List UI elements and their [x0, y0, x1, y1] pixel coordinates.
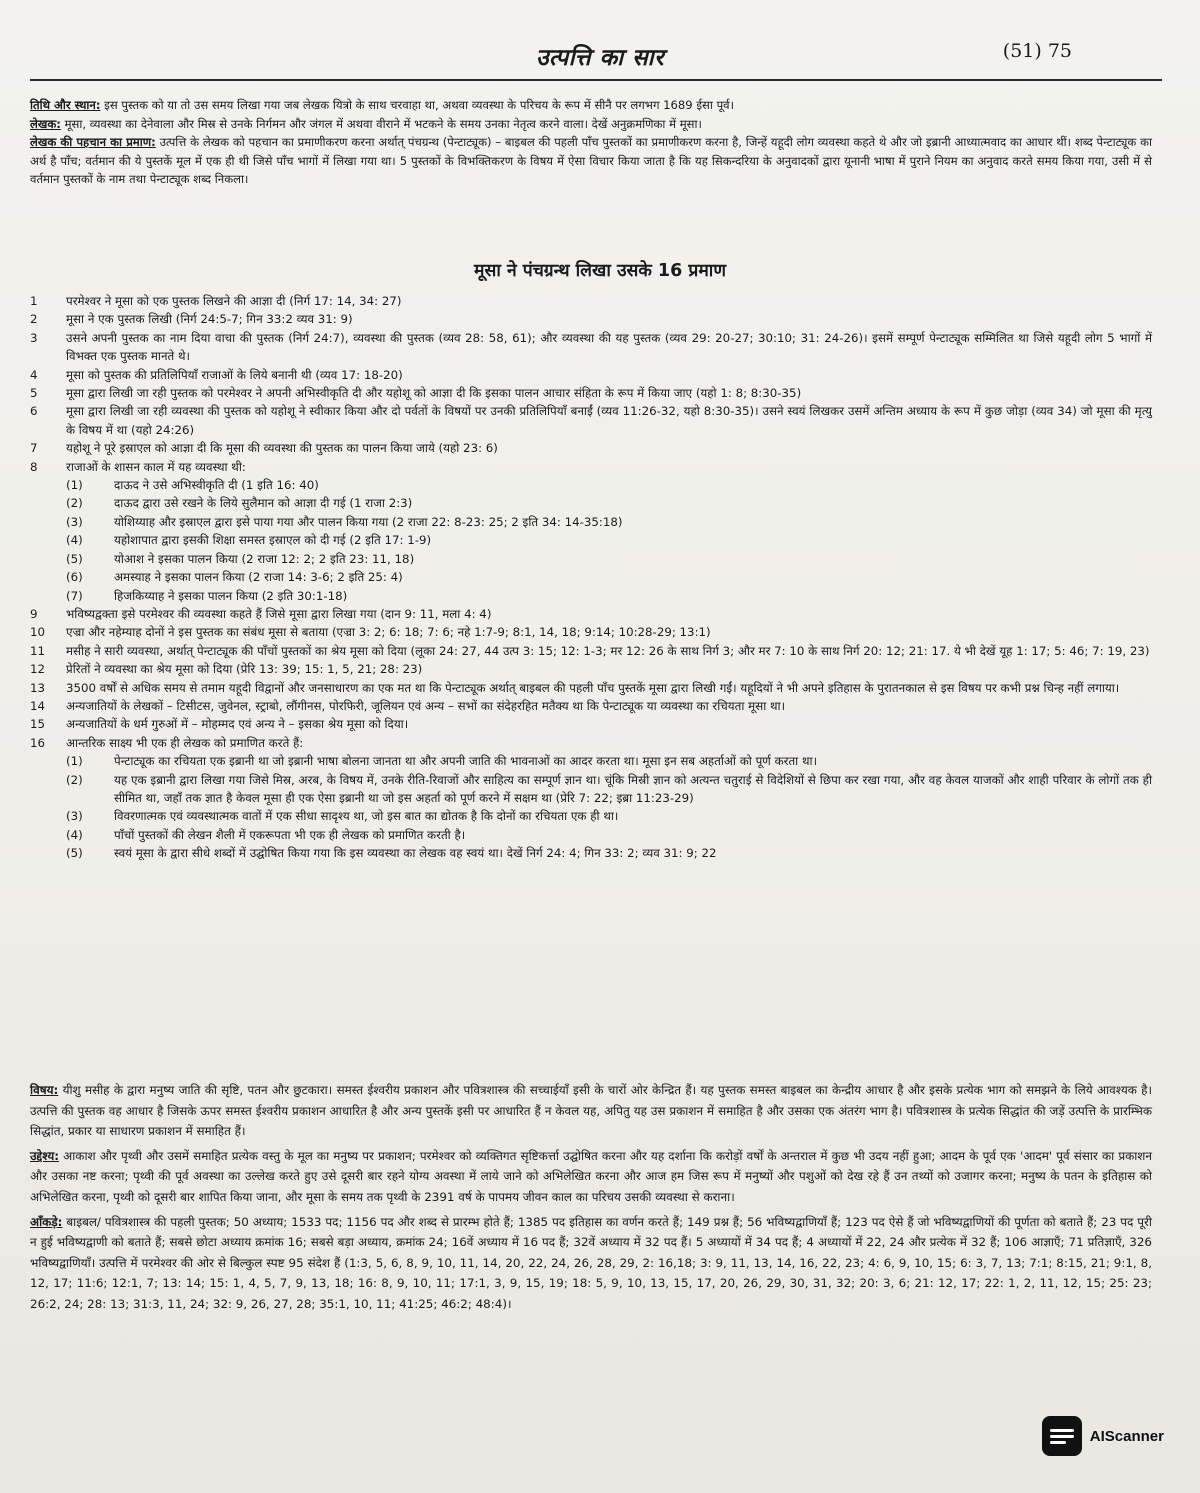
proof-item — [30, 697, 1152, 715]
sub-text: पेन्टाट्यूक का रचियता एक इब्रानी था जो इब्रानी भाषा बोलना जानता था और अपनी जाति की भावनाओं का आदर करता था। मूसा इन सब अहर्ताओं को पूर्ण करता था। — [114, 754, 818, 769]
proof-number: 6 — [30, 404, 38, 419]
purpose-text: आकाश और पृथ्वी और उसमें समाहित प्रत्येक वस्तु के मूल का मनुष्य पर प्रकाशन; परमेश्वर को व्यक्तिगत सृष्टिकर्त्ता उद्घोषित करना और यह दर्शाना कि करोड़ों वर्षों के अन्तराल में कुछ भी उदय नहीं हुआ; आदम के पूर्व एक 'आदम' पूर्व संसार का प्रकाशन और उसका नष्ट करना; पृथ्वी की पूर्व अवस्था का उल्लेख करते हुए उसे दूसरी बार रहने योग्य अवस्था में लाये जाने को अभिलेखित करना और आज हम जिस रूप में मनुष्यों और पशुओं को देख रहे हैं उन तथ्यों को उजागर करना; मनुष्य के पतन के इतिहास को अभिलेखित करना, पृथ्वी को दूसरी बार शापित किया जाना, और मूसा के समय तक पृथ्वी के 2391 वर्ष के पापमय जीवन काल का परिचय उसकी व्यवस्था से कराना। — [30, 1148, 1152, 1204]
proof-item — [30, 310, 1152, 328]
kings-sub-item — [30, 550, 1152, 568]
kings-sub-item — [30, 476, 1152, 494]
book-meta — [30, 96, 1152, 189]
proof-item — [30, 292, 1152, 310]
sub-text: योशिय्याह और इस्राएल द्वारा इसे पाया गया और पालन किया गया (2 राजा 22: 8-23: 25; 2 इति 34: 14-35:18) — [114, 514, 623, 529]
proof-item — [30, 366, 1152, 384]
proof-text: आन्तरिक साक्ष्य भी एक ही लेखक को प्रमाणित करते हैं: — [66, 735, 304, 750]
sub-number: (6) — [66, 570, 83, 585]
sub-number: (2) — [66, 496, 83, 511]
author-text: मूसा, व्यवस्था का देनेवाला और मिस्र से उनके निर्गमन और जंगल में अथवा वीराने में भटकने के समय उनका नेतृत्व करने वाला। देखें अनुक्रमणिका में मूसा। — [64, 116, 702, 131]
proof-text: मूसा द्वारा लिखी जा रही व्यवस्था की पुस्तक को यहोशू ने स्वीकार किया और दो पर्वतों के विषयों पर उनकी प्रतिलिपियाँ बनाईं (व्यव 11:26-32, यहो 8:30-35)। उसने स्वयं लिखकर उसमें अन्तिम अध्याय के रूप में कुछ जोड़ा (व्यव 34) जो मूसा की मृत्यु के विषय में था (यहो 24:26) — [66, 404, 1152, 437]
purpose-paragraph — [30, 1146, 1152, 1208]
proof-number: 9 — [30, 606, 38, 621]
proof-text: उसने अपनी पुस्तक का नाम दिया वाचा की पुस्तक (निर्ग 24:7), व्यवस्था की पुस्तक (व्यव 28: 58, 61); और व्यवस्था की यह पुस्तक (व्यव 29: 20-27; 30:10; 31: 24-26)। इसमें सम्पूर्ण पेन्टाट्यूक सम्मिलित था जिसे यहूदी लोग 5 भागों में विभक्त एक पुस्तक मानते थे। — [66, 330, 1152, 364]
proof-text: प्रेरितों ने व्यवस्था का श्रेय मूसा को दिया (प्रेरि 13: 39; 15: 1, 5, 21; 28: 23) — [66, 662, 423, 677]
proof-item — [30, 402, 1152, 439]
proof-text: 3500 वर्षों से अधिक समय से तमाम यहूदी विद्वानों और जनसाधारण का एक मत था कि पेन्टाट्यूक अर्थात् बाइबल की पहली पाँच पुस्तकें मूसा द्वारा लिखी गईं। यहूदियों ने भी अपने इतिहास के पुरातनकाल से इस विषय पर कभी प्रश्न चिन्ह नहीं लगाया। — [66, 680, 1120, 695]
sub-text: दाऊद ने उसे अभिस्वीकृति दी (1 इति 16: 40) — [114, 478, 319, 493]
sub-text: यह एक इब्रानी द्वारा लिखा गया जिसे मिस्र, अरब, के विषय में, उनके रीति-रिवाजों और साहित्य का सम्पूर्ण ज्ञान था। चूंकि मिस्री ज्ञान को अत्यन्त चतुराई से विदेशियों से छिपा कर रखा गया, और वह केवल याजकों और शाही परिवार के लोगों तक ही सीमित था, जहाँ तक ज्ञात है केवल मूसा ही एक ऐसा इब्रानी था जो इस अहर्ता को पूर्ण करने में सक्षम था (प्रेरि 7: 22; इब्रा 11:23-29) — [114, 772, 1152, 805]
page-title: उत्पत्ति का सार — [535, 44, 665, 71]
proof-text: मसीह ने सारी व्यवस्था, अर्थात् पेन्टाट्यूक की पाँचों पुस्तकों का श्रेय मूसा को दिया (लूका 24: 27, 44 उत्प 3: 15; 12: 1-3; मर 12: 26 के साथ निर्ग 3; और मर 7: 10 के साथ निर्ग 20: 12; 21: 17. ये भी देखें यूह 1: 17; 5: 46; 7: 19, 23) — [66, 643, 1150, 658]
internal-sub-item — [30, 826, 1152, 844]
sub-number: (1) — [66, 478, 83, 493]
sub-text: विवरणात्मक एवं व्यवस्थात्मक वातों में एक सीधा सादृश्य था, जो इस बात का द्योतक है कि दोनों का रचियता एक ही था। — [114, 809, 619, 824]
proof-item — [30, 458, 1152, 476]
subject-paragraph — [30, 1080, 1152, 1142]
subject-text: यीशु मसीह के द्वारा मनुष्य जाति की सृष्टि, पतन और छुटकारा। समस्त ईश्वरीय प्रकाशन और पवित्रशास्त्र की सच्चाईयाँ इसी के चारों ओर केन्द्रित हैं। यह पुस्तक समस्त बाइबल का केन्द्रीय आधार है और इसके प्रत्येक भाग को समझने के लिये आवश्यक है। उत्पत्ति की पुस्तक वह आधार है जिसके ऊपर समस्त ईश्वरीय प्रकाशन आधारित है और अन्य पुस्तकें इसी पर आधारित हैं न केवल यह, अपितु यह उस प्रकाशन में समाहित है और उसका एक अंतरंग भाग है। पवित्रशास्त्र के प्रत्येक सिद्धांत की जड़ें उत्पत्ति के प्रारम्भिक सिद्धांत, प्रकार या साधारण प्रकाशन में समाहित हैं। — [30, 1083, 1152, 1139]
proof-item — [30, 679, 1152, 697]
proof-text: परमेश्वर ने मूसा को एक पुस्तक लिखने की आज्ञा दी (निर्ग 17: 14, 34: 27) — [66, 294, 402, 308]
sub-text: हिजकिय्याह ने इसका पालन किया (2 इति 30:1-18) — [114, 588, 348, 603]
proof-number: 10 — [30, 625, 46, 640]
summary-paragraphs — [30, 1080, 1152, 1319]
identity-paragraph — [30, 133, 1152, 189]
sub-number: (1) — [66, 754, 83, 769]
internal-sub-item — [30, 844, 1152, 862]
date-place-text: इस पुस्तक को या तो उस समय लिखा गया जब लेखक यित्रो के साथ चरवाहा था, अथवा व्यवस्था के परिचय के रूप में सीनै पर लगभग 1689 ईसा पूर्व। — [104, 98, 735, 112]
proof-number: 16 — [30, 735, 46, 750]
proof-number: 7 — [30, 441, 38, 456]
sub-text: दाऊद द्वारा उसे रखने के लिये सुलैमान को आज्ञा दी गई (1 राजा 2:3) — [114, 496, 413, 511]
proof-text: भविष्यद्वक्ता इसे परमेश्वर की व्यवस्था कहते हैं जिसे मूसा द्वारा लिखा गया (दान 9: 11, मला 4: 4) — [66, 606, 492, 621]
proof-number: 8 — [30, 459, 38, 474]
proof-item — [30, 734, 1152, 752]
sub-text: अमस्याह ने इसका पालन किया (2 राजा 14: 3-6; 2 इति 25: 4) — [114, 570, 403, 585]
proof-text: मूसा को पुस्तक की प्रतिलिपियाँ राजाओं के लिये बनानी थी (व्यव 17: 18-20) — [66, 367, 403, 382]
proof-number: 12 — [30, 662, 46, 677]
subject-label: विषय: — [30, 1083, 59, 1097]
scanner-app-icon — [1042, 1416, 1082, 1456]
proof-item — [30, 623, 1152, 641]
date-place-label: तिथि और स्थान: — [30, 98, 101, 112]
date-place-paragraph — [30, 96, 1152, 115]
purpose-label: उद्देश्य: — [30, 1148, 59, 1163]
kings-sub-item — [30, 587, 1152, 605]
proof-text: यहोशू ने पूरे इस्राएल को आज्ञा दी कि मूसा की व्यवस्था की पुस्तक का पालन किया जाये (यहो 23: 6) — [66, 441, 498, 456]
proof-list — [30, 292, 1152, 863]
figures-text: बाइबल/ पवित्रशास्त्र की पहली पुस्तक; 50 अध्याय; 1533 पद; 1156 पद और शब्द से प्रारम्भ होते हैं; 1385 पद इतिहास का वर्णन करते हैं; 149 प्रश्न हैं; 56 भविष्यद्वाणियाँ हैं; 123 पद ऐसे हैं जो भविष्यद्वाणियों की पूर्णता को बताते हैं; 23 पद पूरी न हुई भविष्यद्वाणी को बताते हैं; सबसे छोटा अध्याय क्रमांक 16; सबसे बड़ा अध्याय, क्रमांक 24; 16वें अध्याय में 16 पद हैं; 32वें अध्याय में 32 पद हैं। 5 अध्यायों में 34 पद हैं; 4 अध्यायों में 22, 24 और प्रत्येक में 32 हैं; 106 आज्ञाएँ; 71 प्रतिज्ञाएँ, 326 भविष्यद्वाणियाँ। उत्पत्ति में परमेश्वर की ओर से बिल्कुल स्पष्ट 95 संदेश हैं (1:3, 5, 6, 8, 9, 10, 11, 14, 20, 22, 24, 26, 28, 29, 2: 16,18; 3: 9, 11, 13, 14, 16, 22, 23; 4: 6, 9, 10, 15; 6: 3, 7, 13; 7:1; 8:15, 21; 9:1, 8, 12, 17; 11:6; 12:1, 7; 13: 14; 15: 1, 4, 5, 7, 9, 13, 18; 16: 8, 9, 10, 11; 17:1, 3, 9, 15, 19; 18: 5, 9, 10, 13, 15, 17, 20, 26, 29, 30, 31, 32; 20: 3, 6; 21: 12, 17; 22: 1, 2, 11, 12, 15; 25: 23; 26:2, 24; 28: 13; 31:3, 11, 24; 32: 9, 26, 27, 28; 35:1, 10, 11; 41:25; 46:2; 48:4)। — [30, 1214, 1153, 1311]
scanner-label: AIScanner — [1089, 1427, 1164, 1445]
proof-number: 15 — [30, 717, 46, 732]
proof-number: 1 — [30, 294, 38, 308]
proof-number: 4 — [30, 367, 38, 382]
sub-number: (2) — [66, 772, 83, 787]
internal-sub-item — [30, 807, 1152, 825]
proof-number: 3 — [30, 330, 38, 345]
identity-label: लेखक की पहचान का प्रमाण: — [30, 135, 156, 149]
sub-number: (5) — [66, 846, 83, 861]
header-divider — [30, 79, 1162, 81]
proof-text: मूसा द्वारा लिखी जा रही पुस्तक को परमेश्वर ने अपनी अभिस्वीकृति दी और यहोशू को आज्ञा दी कि इसका पालन आचार संहिता के रूप में किया जाए (यहो 1: 8; 8:30-35) — [66, 386, 802, 401]
proof-item — [30, 660, 1152, 678]
sub-text: स्वयं मूसा के द्वारा सीधे शब्दों में उद्घोषित किया गया कि इस व्यवस्था का लेखक वह स्वयं था। देखें निर्ग 24: 4; गिन 33: 2; व्यव 31: 9; 22 — [114, 846, 717, 861]
author-label: लेखक: — [30, 116, 61, 131]
author-paragraph — [30, 115, 1152, 134]
internal-sub-item — [30, 771, 1152, 808]
proof-text: राजाओं के शासन काल में यह व्यवस्था थी: — [66, 459, 246, 474]
sub-text: यहोशापात द्वारा इसकी शिक्षा समस्त इस्राएल को दी गई (2 इति 17: 1-9) — [114, 533, 432, 548]
sub-text: योआश ने इसका पालन किया (2 राजा 12: 2; 2 इति 23: 11, 18) — [114, 551, 415, 566]
figures-paragraph — [30, 1212, 1152, 1315]
sub-number: (4) — [66, 827, 83, 842]
proof-number: 13 — [30, 680, 46, 695]
kings-sub-item — [30, 513, 1152, 531]
proof-text: मूसा ने एक पुस्तक लिखी (निर्ग 24:5-7; गिन 33:2 व्यव 31: 9) — [66, 312, 353, 327]
proof-number: 2 — [30, 312, 38, 327]
proof-item — [30, 642, 1152, 660]
sub-number: (4) — [66, 533, 83, 548]
section-title: मूसा ने पंचग्रन्थ लिखा उसके 16 प्रमाण — [474, 261, 726, 281]
kings-sub-item — [30, 568, 1152, 586]
sub-number: (3) — [66, 809, 83, 824]
kings-sub-item — [30, 494, 1152, 512]
proof-item — [30, 439, 1152, 457]
proof-item — [30, 715, 1152, 733]
proof-item — [30, 384, 1152, 402]
proof-item — [30, 329, 1152, 366]
scanner-watermark — [1042, 1416, 1164, 1456]
proof-text: अन्यजातियों के लेखकों – टिसीटस, जुवेनल, स्ट्राबो, लौंगीनस, पोरफिरी, जूलियन एवं अन्य – सभों का संदेहरहित मतैक्य था कि पेन्टाट्यूक या व्यवस्था का रचियता मूसा था। — [66, 698, 786, 713]
page-number: (51) 75 — [1002, 40, 1072, 62]
proof-number: 11 — [30, 643, 46, 658]
internal-sub-item — [30, 752, 1152, 770]
sub-number: (3) — [66, 514, 83, 529]
proof-text: अन्यजातियों के धर्म गुरुओं में – मोहम्मद एवं अन्य ने – इसका श्रेय मूसा को दिया। — [66, 717, 409, 732]
figures-label: आँकड़े: — [30, 1214, 63, 1229]
kings-sub-item — [30, 531, 1152, 549]
sub-text: पाँचों पुस्तकों की लेखन शैली में एकरूपता भी एक ही लेखक को प्रमाणित करती है। — [114, 827, 466, 842]
proof-text: एज्रा और नहेम्याह दोनों ने इस पुस्तक का संबंध मूसा से बताया (एज्रा 3: 2; 6: 18; 7: 6; नहे 1:7-9; 8:1, 14, 18; 9:14; 10:28-29; 13:1) — [66, 625, 711, 640]
proof-number: 14 — [30, 698, 46, 713]
identity-text: उत्पत्ति के लेखक को पहचान का प्रमाणीकरण करना अर्थात् पंचग्रन्थ (पेन्टाट्यूक) – बाइबल की पहली पाँच पुस्तकों का प्रमाणीकरण करना है, जिन्हें यहूदी लोग व्यवस्था कहते थे और जो इब्रानी आध्यात्मवाद का आधार थीं। शब्द पेन्टाट्यूक का अर्थ है पाँच; वर्तमान की ये पुस्तकें मूल में एक ही थी जिसे पाँच भागों में लिखा गया था। 5 पुस्तकों के विभक्तिकरण के विषय में ऐसा विचार किया जाता है कि यह सिकन्दरिया के अनुवादकों द्वारा यूनानी भाषा में पुराने नियम का अनुवाद करते समय किया गया, उसी में से वर्तमान पुस्तकों के नाम तथा पेन्टाट्यूक शब्द निकला। — [30, 135, 1152, 186]
sub-number: (5) — [66, 551, 83, 566]
sub-number: (7) — [66, 588, 83, 603]
proof-item — [30, 605, 1152, 623]
proof-number: 5 — [30, 386, 38, 401]
